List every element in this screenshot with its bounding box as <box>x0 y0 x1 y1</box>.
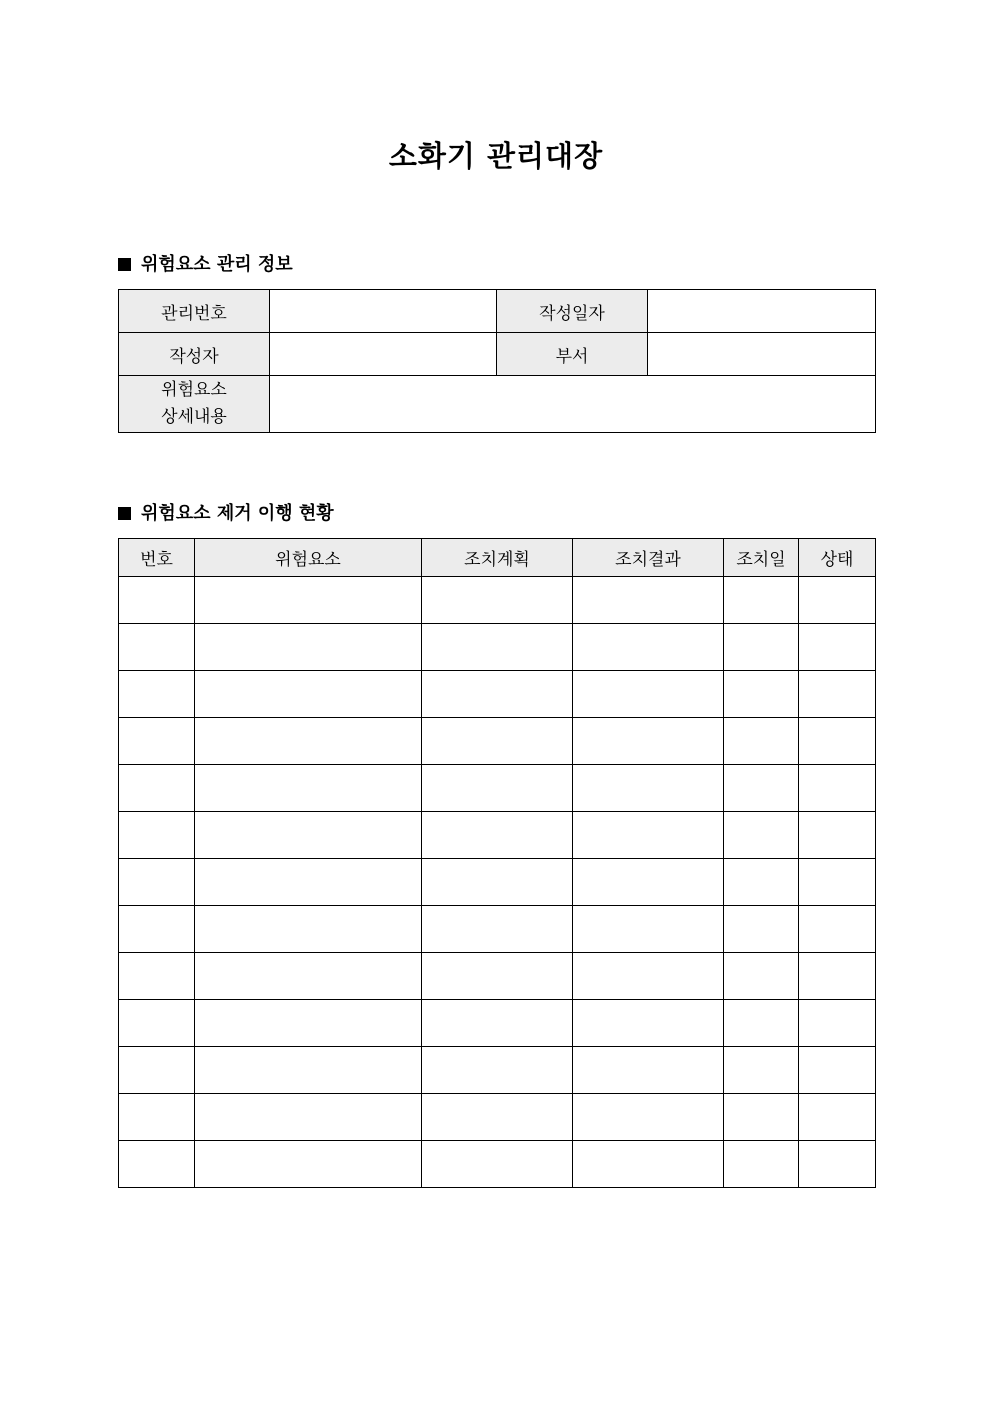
risk-cell[interactable] <box>195 1000 422 1047</box>
square-bullet-icon <box>118 507 131 520</box>
column-header-risk: 위험요소 <box>195 539 422 577</box>
action-plan-cell[interactable] <box>422 1000 573 1047</box>
number-cell[interactable] <box>119 1047 195 1094</box>
action-date-cell[interactable] <box>724 718 799 765</box>
table-row <box>119 718 876 765</box>
action-result-cell[interactable] <box>573 859 724 906</box>
number-cell[interactable] <box>119 906 195 953</box>
risk-detail-label-line2: 상세내용 <box>161 407 227 427</box>
table-row <box>119 765 876 812</box>
status-cell[interactable] <box>799 1141 876 1188</box>
risk-cell[interactable] <box>195 906 422 953</box>
number-cell[interactable] <box>119 1094 195 1141</box>
action-plan-cell[interactable] <box>422 1094 573 1141</box>
status-cell[interactable] <box>799 624 876 671</box>
number-cell[interactable] <box>119 859 195 906</box>
page-title: 소화기 관리대장 <box>388 139 604 173</box>
risk-cell[interactable] <box>195 765 422 812</box>
table-row <box>119 376 876 433</box>
status-cell[interactable] <box>799 906 876 953</box>
status-cell[interactable] <box>799 1094 876 1141</box>
table-row <box>119 624 876 671</box>
action-plan-cell[interactable] <box>422 953 573 1000</box>
table-row <box>119 859 876 906</box>
risk-cell[interactable] <box>195 859 422 906</box>
status-cell[interactable] <box>799 671 876 718</box>
status-cell[interactable] <box>799 577 876 624</box>
action-result-cell[interactable] <box>573 624 724 671</box>
action-result-cell[interactable] <box>573 765 724 812</box>
risk-cell[interactable] <box>195 953 422 1000</box>
table-row <box>119 906 876 953</box>
status-cell[interactable] <box>799 859 876 906</box>
action-date-cell[interactable] <box>724 1000 799 1047</box>
risk-cell[interactable] <box>195 1094 422 1141</box>
action-result-cell[interactable] <box>573 1000 724 1047</box>
action-plan-cell[interactable] <box>422 671 573 718</box>
table-row <box>119 671 876 718</box>
author-label: 작성자 <box>119 333 270 376</box>
department-field[interactable] <box>648 333 876 376</box>
column-header-action-plan: 조치계획 <box>422 539 573 577</box>
risk-detail-label <box>119 376 270 433</box>
number-cell[interactable] <box>119 577 195 624</box>
number-cell[interactable] <box>119 718 195 765</box>
number-cell[interactable] <box>119 1000 195 1047</box>
section-heading-risk-info <box>118 253 293 277</box>
risk-cell[interactable] <box>195 671 422 718</box>
table-header-row <box>119 539 876 577</box>
table-row <box>119 290 876 333</box>
action-result-cell[interactable] <box>573 671 724 718</box>
action-plan-cell[interactable] <box>422 624 573 671</box>
management-no-field[interactable] <box>270 290 497 333</box>
column-header-number: 번호 <box>119 539 195 577</box>
action-date-cell[interactable] <box>724 577 799 624</box>
number-cell[interactable] <box>119 765 195 812</box>
risk-cell[interactable] <box>195 577 422 624</box>
table-row <box>119 953 876 1000</box>
column-header-action-date: 조치일 <box>724 539 799 577</box>
table-row <box>119 577 876 624</box>
table-row <box>119 333 876 376</box>
date-written-label: 작성일자 <box>497 290 648 333</box>
number-cell[interactable] <box>119 953 195 1000</box>
action-plan-cell[interactable] <box>422 812 573 859</box>
risk-detail-label-line1: 위험요소 <box>161 380 227 400</box>
action-plan-cell[interactable] <box>422 765 573 812</box>
action-date-cell[interactable] <box>724 1047 799 1094</box>
action-result-cell[interactable] <box>573 1094 724 1141</box>
action-date-cell[interactable] <box>724 859 799 906</box>
action-result-cell[interactable] <box>573 953 724 1000</box>
action-plan-cell[interactable] <box>422 1047 573 1094</box>
risk-detail-field[interactable] <box>270 376 876 433</box>
number-cell[interactable] <box>119 624 195 671</box>
date-written-field[interactable] <box>648 290 876 333</box>
action-date-cell[interactable] <box>724 765 799 812</box>
status-cell[interactable] <box>799 1000 876 1047</box>
action-result-cell[interactable] <box>573 1047 724 1094</box>
column-header-status: 상태 <box>799 539 876 577</box>
risk-cell[interactable] <box>195 718 422 765</box>
table-row <box>119 812 876 859</box>
action-date-cell[interactable] <box>724 671 799 718</box>
section-heading-removal-status <box>118 502 334 526</box>
risk-cell[interactable] <box>195 812 422 859</box>
action-plan-cell[interactable] <box>422 859 573 906</box>
action-plan-cell[interactable] <box>422 1141 573 1188</box>
number-cell[interactable] <box>119 671 195 718</box>
risk-cell[interactable] <box>195 1141 422 1188</box>
table-row <box>119 1094 876 1141</box>
table-row <box>119 1141 876 1188</box>
management-no-label: 관리번호 <box>119 290 270 333</box>
status-table-body <box>119 577 876 1188</box>
action-plan-cell[interactable] <box>422 906 573 953</box>
action-result-cell[interactable] <box>573 577 724 624</box>
action-result-cell[interactable] <box>573 1141 724 1188</box>
action-result-cell[interactable] <box>573 812 724 859</box>
status-cell[interactable] <box>799 765 876 812</box>
table-row <box>119 1047 876 1094</box>
action-result-cell[interactable] <box>573 718 724 765</box>
status-cell[interactable] <box>799 953 876 1000</box>
action-date-cell[interactable] <box>724 906 799 953</box>
status-cell[interactable] <box>799 1047 876 1094</box>
risk-cell[interactable] <box>195 624 422 671</box>
table-row <box>119 1000 876 1047</box>
action-date-cell[interactable] <box>724 1141 799 1188</box>
action-result-cell[interactable] <box>573 906 724 953</box>
risk-info-table <box>118 289 876 433</box>
status-cell[interactable] <box>799 718 876 765</box>
section-heading-label: 위험요소 제거 이행 현황 <box>141 503 334 524</box>
section-heading-label: 위험요소 관리 정보 <box>141 254 293 275</box>
action-date-cell[interactable] <box>724 953 799 1000</box>
removal-status-table <box>118 538 876 1188</box>
square-bullet-icon <box>118 258 131 271</box>
risk-cell[interactable] <box>195 1047 422 1094</box>
action-plan-cell[interactable] <box>422 718 573 765</box>
status-cell[interactable] <box>799 812 876 859</box>
column-header-action-result: 조치결과 <box>573 539 724 577</box>
action-date-cell[interactable] <box>724 1094 799 1141</box>
number-cell[interactable] <box>119 1141 195 1188</box>
action-date-cell[interactable] <box>724 812 799 859</box>
number-cell[interactable] <box>119 812 195 859</box>
action-plan-cell[interactable] <box>422 577 573 624</box>
author-field[interactable] <box>270 333 497 376</box>
department-label: 부서 <box>497 333 648 376</box>
action-date-cell[interactable] <box>724 624 799 671</box>
